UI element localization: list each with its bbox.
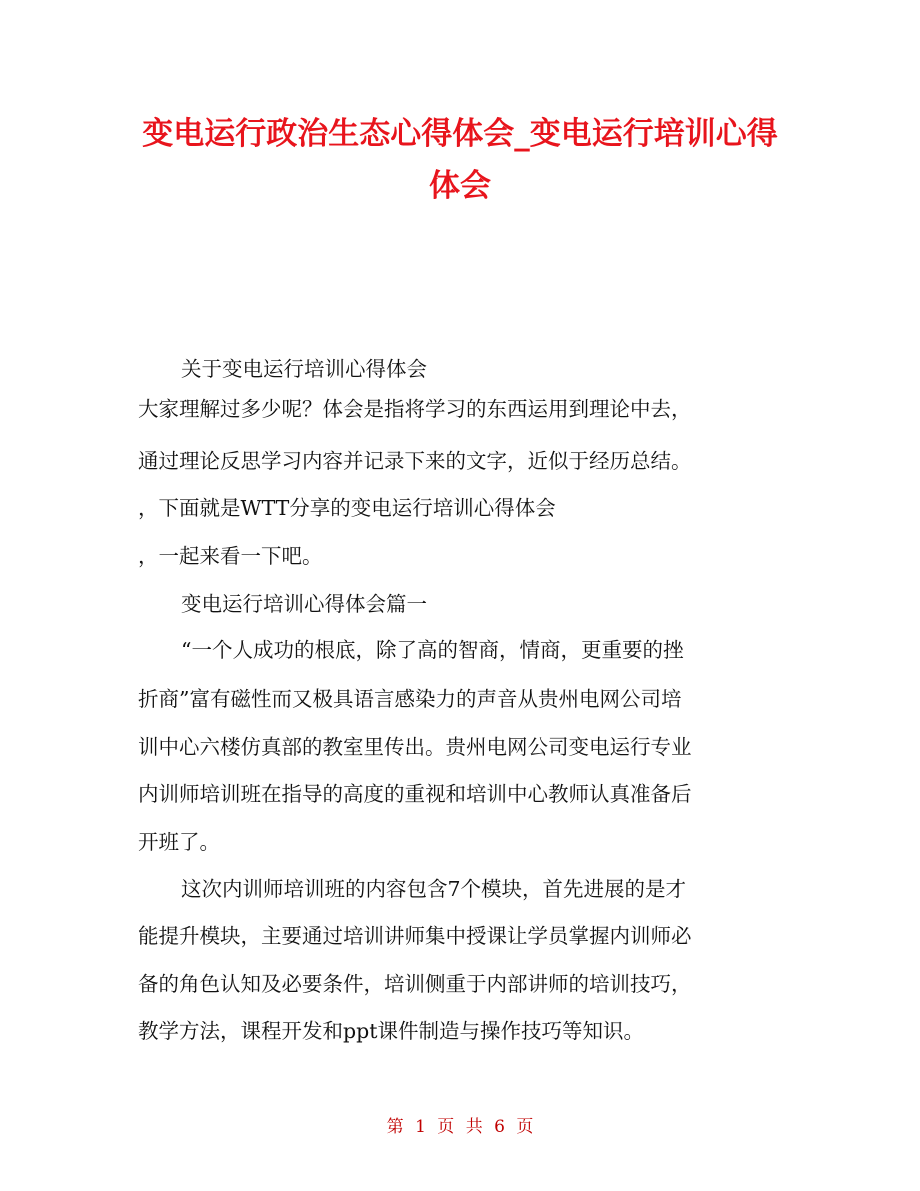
body-line: 训中心六楼仿真部的教室里传出。贵州电网公司变电运行专业 xyxy=(138,735,692,759)
body-line: 内训师培训班在指导的高度的重视和培训中心教师认真准备后 xyxy=(138,782,692,806)
section-heading: 关于变电运行培训心得体会 xyxy=(181,357,427,381)
document-title xyxy=(100,108,820,212)
body-line: 开班了。 xyxy=(138,830,220,854)
body-line: 能提升模块，主要通过培训讲师集中授课让学员掌握内训师必 xyxy=(138,924,692,948)
body-line: 备的角色认知及必要条件，培训侧重于内部讲师的培训技巧， xyxy=(138,972,692,996)
section-heading: 变电运行培训心得体会篇一 xyxy=(181,592,427,616)
page-number: 第 1 页 共 6 页 xyxy=(386,1117,534,1137)
body-line: “一个人成功的根底，除了高的智商，情商，更重要的挫 xyxy=(181,638,684,662)
body-line: ，下面就是WTT分享的变电运行培训心得体会 xyxy=(138,496,556,520)
title-line-1: 变电运行政治生态心得体会_变电运行培训心得 xyxy=(142,116,778,152)
title-line-2: 体会 xyxy=(429,168,491,204)
body-line: 这次内训师培训班的内容包含7个模块，首先进展的是才 xyxy=(181,877,687,901)
body-line: ，一起来看一下吧。 xyxy=(138,544,323,568)
body-line: 通过理论反思学习内容并记录下来的文字，近似于经历总结。 xyxy=(138,449,692,473)
body-line: 折商”富有磁性而又极具语言感染力的声音从贵州电网公司培 xyxy=(138,687,682,711)
body-line: 教学方法，课程开发和ppt课件制造与操作技巧等知识。 xyxy=(138,1019,644,1043)
body-line: 大家理解过多少呢？体会是指将学习的东西运用到理论中去， xyxy=(138,397,692,421)
